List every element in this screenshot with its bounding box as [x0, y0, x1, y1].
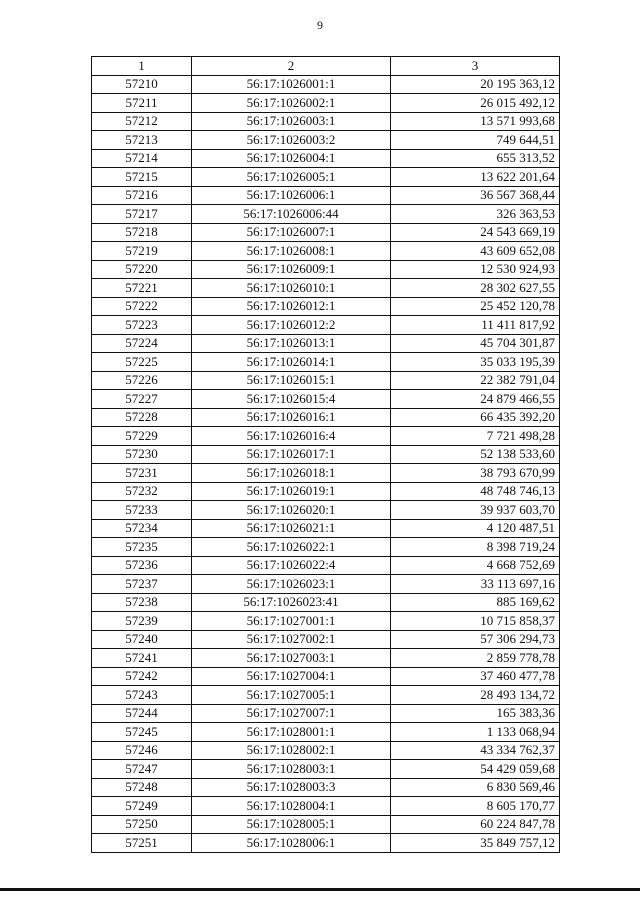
cadastral-number-cell: 56:17:1028004:1: [192, 797, 391, 816]
row-number-cell: 57244: [92, 704, 192, 723]
table-row: [92, 519, 560, 538]
row-number-cell: 57226: [92, 371, 192, 390]
row-number-cell: 57213: [92, 131, 192, 150]
value-cell: 24 543 669,19: [391, 223, 560, 242]
table-row: [92, 834, 560, 853]
table-row: [92, 649, 560, 668]
value-cell: 36 567 368,44: [391, 186, 560, 205]
value-cell: 749 644,51: [391, 131, 560, 150]
value-cell: 6 830 569,46: [391, 778, 560, 797]
value-cell: 38 793 670,99: [391, 464, 560, 483]
cadastral-number-cell: 56:17:1027001:1: [192, 612, 391, 631]
cadastral-number-cell: 56:17:1027005:1: [192, 686, 391, 705]
cadastral-number-cell: 56:17:1028003:3: [192, 778, 391, 797]
table-row: [92, 760, 560, 779]
row-number-cell: 57217: [92, 205, 192, 224]
row-number-cell: 57241: [92, 649, 192, 668]
value-cell: 20 195 363,12: [391, 75, 560, 94]
table-row: [92, 704, 560, 723]
value-cell: 66 435 392,20: [391, 408, 560, 427]
cadastral-number-cell: 56:17:1026022:1: [192, 538, 391, 557]
table-row: [92, 464, 560, 483]
table-row: [92, 612, 560, 631]
table-row: [92, 260, 560, 279]
cadastral-number-cell: 56:17:1028005:1: [192, 815, 391, 834]
table-row: [92, 575, 560, 594]
cadastral-number-cell: 56:17:1026016:1: [192, 408, 391, 427]
value-cell: 22 382 791,04: [391, 371, 560, 390]
row-number-cell: 57218: [92, 223, 192, 242]
cadastral-number-cell: 56:17:1026004:1: [192, 149, 391, 168]
cadastral-number-cell: 56:17:1027003:1: [192, 649, 391, 668]
value-cell: 4 668 752,69: [391, 556, 560, 575]
table-row: [92, 94, 560, 113]
cadastral-number-cell: 56:17:1028002:1: [192, 741, 391, 760]
cadastral-number-cell: 56:17:1026001:1: [192, 75, 391, 94]
row-number-cell: 57221: [92, 279, 192, 298]
value-cell: 12 530 924,93: [391, 260, 560, 279]
row-number-cell: 57247: [92, 760, 192, 779]
cadastral-number-cell: 56:17:1026022:4: [192, 556, 391, 575]
value-cell: 8 398 719,24: [391, 538, 560, 557]
cadastral-number-cell: 56:17:1028001:1: [192, 723, 391, 742]
row-number-cell: 57222: [92, 297, 192, 316]
table-row: [92, 279, 560, 298]
value-cell: 33 113 697,16: [391, 575, 560, 594]
value-cell: 43 609 652,08: [391, 242, 560, 261]
row-number-cell: 57243: [92, 686, 192, 705]
cadastral-number-cell: 56:17:1026012:1: [192, 297, 391, 316]
cadastral-number-cell: 56:17:1026003:2: [192, 131, 391, 150]
cadastral-number-cell: 56:17:1026020:1: [192, 501, 391, 520]
value-cell: 13 571 993,68: [391, 112, 560, 131]
row-number-cell: 57233: [92, 501, 192, 520]
table-row: [92, 482, 560, 501]
table-row: [92, 408, 560, 427]
row-number-cell: 57246: [92, 741, 192, 760]
row-number-cell: 57250: [92, 815, 192, 834]
column-header-2: 2: [192, 57, 391, 76]
table-row: [92, 371, 560, 390]
value-cell: 165 383,36: [391, 704, 560, 723]
row-number-cell: 57223: [92, 316, 192, 335]
row-number-cell: 57238: [92, 593, 192, 612]
row-number-cell: 57236: [92, 556, 192, 575]
row-number-cell: 57212: [92, 112, 192, 131]
value-cell: 37 460 477,78: [391, 667, 560, 686]
row-number-cell: 57242: [92, 667, 192, 686]
table-row: [92, 149, 560, 168]
value-cell: 28 493 134,72: [391, 686, 560, 705]
table-row: [92, 667, 560, 686]
value-cell: 43 334 762,37: [391, 741, 560, 760]
cadastral-number-cell: 56:17:1026009:1: [192, 260, 391, 279]
value-cell: 24 879 466,55: [391, 390, 560, 409]
cadastral-number-cell: 56:17:1026019:1: [192, 482, 391, 501]
footer-rule: [0, 888, 640, 891]
table-row: [92, 593, 560, 612]
value-cell: 2 859 778,78: [391, 649, 560, 668]
table-row: [92, 112, 560, 131]
value-cell: 885 169,62: [391, 593, 560, 612]
row-number-cell: 57235: [92, 538, 192, 557]
row-number-cell: 57214: [92, 149, 192, 168]
table-row: [92, 538, 560, 557]
table-row: [92, 686, 560, 705]
value-cell: 48 748 746,13: [391, 482, 560, 501]
row-number-cell: 57249: [92, 797, 192, 816]
cadastral-number-cell: 56:17:1026016:4: [192, 427, 391, 446]
value-cell: 8 605 170,77: [391, 797, 560, 816]
cadastral-number-cell: 56:17:1026007:1: [192, 223, 391, 242]
table-row: [92, 778, 560, 797]
cadastral-number-cell: 56:17:1027007:1: [192, 704, 391, 723]
cadastral-number-cell: 56:17:1026006:44: [192, 205, 391, 224]
cadastral-number-cell: 56:17:1026012:2: [192, 316, 391, 335]
value-cell: 4 120 487,51: [391, 519, 560, 538]
cadastral-number-cell: 56:17:1026018:1: [192, 464, 391, 483]
cadastral-number-cell: 56:17:1026023:41: [192, 593, 391, 612]
value-cell: 7 721 498,28: [391, 427, 560, 446]
table-row: [92, 297, 560, 316]
table-body: [92, 75, 560, 852]
cadastral-number-cell: 56:17:1028006:1: [192, 834, 391, 853]
row-number-cell: 57231: [92, 464, 192, 483]
value-cell: 25 452 120,78: [391, 297, 560, 316]
row-number-cell: 57234: [92, 519, 192, 538]
row-number-cell: 57232: [92, 482, 192, 501]
table-row: [92, 797, 560, 816]
cadastral-number-cell: 56:17:1027004:1: [192, 667, 391, 686]
row-number-cell: 57245: [92, 723, 192, 742]
cadastral-number-cell: 56:17:1026015:4: [192, 390, 391, 409]
row-number-cell: 57229: [92, 427, 192, 446]
cadastral-number-cell: 56:17:1026017:1: [192, 445, 391, 464]
row-number-cell: 57224: [92, 334, 192, 353]
table-row: [92, 501, 560, 520]
table-row: [92, 353, 560, 372]
value-cell: 326 363,53: [391, 205, 560, 224]
table-row: [92, 205, 560, 224]
table-row: [92, 390, 560, 409]
value-cell: 57 306 294,73: [391, 630, 560, 649]
table-row: [92, 741, 560, 760]
table-row: [92, 186, 560, 205]
table-row: [92, 223, 560, 242]
column-header-3: 3: [391, 57, 560, 76]
row-number-cell: 57219: [92, 242, 192, 261]
value-cell: 39 937 603,70: [391, 501, 560, 520]
row-number-cell: 57240: [92, 630, 192, 649]
row-number-cell: 57211: [92, 94, 192, 113]
table-row: [92, 815, 560, 834]
value-cell: 45 704 301,87: [391, 334, 560, 353]
table-row: [92, 75, 560, 94]
row-number-cell: 57216: [92, 186, 192, 205]
row-number-cell: 57228: [92, 408, 192, 427]
table-row: [92, 723, 560, 742]
row-number-cell: 57210: [92, 75, 192, 94]
row-number-cell: 57248: [92, 778, 192, 797]
row-number-cell: 57225: [92, 353, 192, 372]
table-header-row: [92, 57, 560, 76]
table-row: [92, 168, 560, 187]
value-cell: 28 302 627,55: [391, 279, 560, 298]
value-cell: 60 224 847,78: [391, 815, 560, 834]
value-cell: 35 033 195,39: [391, 353, 560, 372]
cadastral-number-cell: 56:17:1026008:1: [192, 242, 391, 261]
cadastral-number-cell: 56:17:1026005:1: [192, 168, 391, 187]
row-number-cell: 57215: [92, 168, 192, 187]
value-cell: 26 015 492,12: [391, 94, 560, 113]
row-number-cell: 57237: [92, 575, 192, 594]
cadastral-number-cell: 56:17:1027002:1: [192, 630, 391, 649]
value-cell: 655 313,52: [391, 149, 560, 168]
table-row: [92, 556, 560, 575]
cadastral-number-cell: 56:17:1026006:1: [192, 186, 391, 205]
table-row: [92, 131, 560, 150]
table-row: [92, 242, 560, 261]
value-cell: 1 133 068,94: [391, 723, 560, 742]
row-number-cell: 57220: [92, 260, 192, 279]
cadastral-number-cell: 56:17:1028003:1: [192, 760, 391, 779]
row-number-cell: 57230: [92, 445, 192, 464]
table-row: [92, 334, 560, 353]
table-row: [92, 427, 560, 446]
page-number: 9: [317, 18, 323, 32]
row-number-cell: 57227: [92, 390, 192, 409]
cadastral-number-cell: 56:17:1026015:1: [192, 371, 391, 390]
cadastral-number-cell: 56:17:1026014:1: [192, 353, 391, 372]
value-cell: 11 411 817,92: [391, 316, 560, 335]
table-row: [92, 445, 560, 464]
cadastral-number-cell: 56:17:1026010:1: [192, 279, 391, 298]
column-header-1: 1: [92, 57, 192, 76]
value-cell: 35 849 757,12: [391, 834, 560, 853]
cadastral-number-cell: 56:17:1026003:1: [192, 112, 391, 131]
table-row: [92, 630, 560, 649]
table-row: [92, 316, 560, 335]
data-table: [91, 56, 560, 853]
cadastral-number-cell: 56:17:1026002:1: [192, 94, 391, 113]
value-cell: 10 715 858,37: [391, 612, 560, 631]
row-number-cell: 57239: [92, 612, 192, 631]
value-cell: 13 622 201,64: [391, 168, 560, 187]
cadastral-number-cell: 56:17:1026021:1: [192, 519, 391, 538]
cadastral-number-cell: 56:17:1026013:1: [192, 334, 391, 353]
row-number-cell: 57251: [92, 834, 192, 853]
cadastral-number-cell: 56:17:1026023:1: [192, 575, 391, 594]
value-cell: 52 138 533,60: [391, 445, 560, 464]
value-cell: 54 429 059,68: [391, 760, 560, 779]
